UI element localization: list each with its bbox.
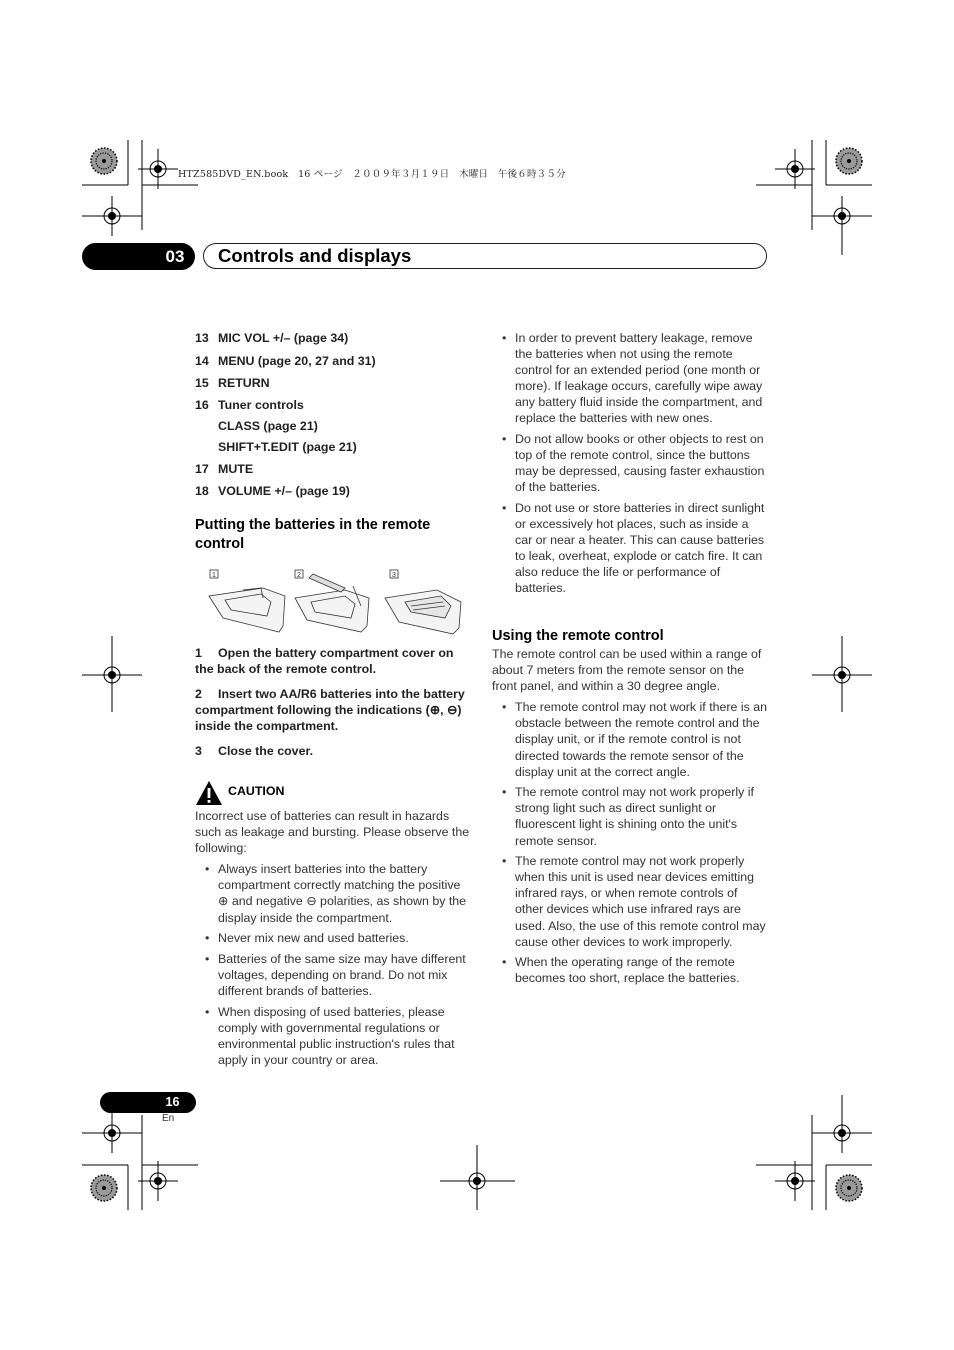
- remote-subitem: SHIFT+T.EDIT (page 21): [218, 439, 357, 454]
- remote-control-diagram: [205, 566, 470, 638]
- caution-list: [195, 861, 473, 1068]
- print-header: HTZ585DVD_EN.book 16 ページ ２００９年３月１９日 木曜日 午後６時３５分: [178, 169, 566, 180]
- step: 1 Open the battery compartment cover on the back of the remote control.: [195, 646, 454, 677]
- page-number: 16: [165, 1095, 180, 1109]
- figure-label: 3: [392, 572, 396, 579]
- figure-label: 1: [212, 572, 216, 579]
- list-item: • The remote control may not work properly if strong light such as direct sunlight or fluorescent light is shining onto the unit's remote sensor.: [492, 784, 768, 848]
- remote-item: 18 VOLUME +/– (page 19): [195, 484, 350, 498]
- using-remote-list: [492, 699, 768, 986]
- chapter-number: 03: [165, 247, 185, 266]
- caution-block: [195, 808, 473, 1072]
- step: 3 Close the cover.: [195, 744, 314, 759]
- list-item: • Batteries of the same size may have different voltages, depending on brand. Do not mix different brands of batteries.: [195, 951, 473, 999]
- batteries-section: [195, 516, 473, 554]
- figure-label: 2: [297, 572, 301, 579]
- battery-illustration: [205, 566, 470, 638]
- remote-subitem: CLASS (page 21): [218, 418, 318, 433]
- using-remote-section: [492, 627, 768, 991]
- step: 2 Insert two AA/R6 batteries into the battery compartment following the indications (⊕, ⊖) inside the compartment.: [195, 687, 465, 734]
- warning-icon: [195, 780, 223, 806]
- list-item: • Always insert batteries into the battery compartment correctly matching the positive ⊕ and negative ⊖ polarities, as shown by the display inside the compartment.: [195, 861, 473, 925]
- remote-item: 14 MENU (page 20, 27 and 31): [195, 353, 376, 368]
- list-item: • Do not use or store batteries in direct sunlight or excessively hot places, such as inside a car or near a heater. This can cause batteries to leak, overheat, explode or catch fire. It can also reduce the life or performance of batteries.: [492, 500, 768, 597]
- using-remote-intro: The remote control can be used within a range of about 7 meters from the remote sensor on the front panel, and within a 30 degree angle.: [492, 647, 762, 694]
- section-heading: Using the remote control: [492, 628, 664, 644]
- list-item: • In order to prevent battery leakage, remove the batteries when not using the remote control for an extended period (one month or more). If leakage occurs, carefully wipe away any battery fluid inside the compartment, and replace the batteries with new ones.: [492, 330, 768, 427]
- remote-item: 16 Tuner controls: [195, 397, 304, 412]
- remote-item-list: [195, 330, 473, 499]
- chapter-title: Controls and displays: [218, 245, 412, 266]
- list-item: • Never mix new and used batteries.: [195, 930, 473, 946]
- list-item: • The remote control may not work properly when this unit is used near devices emitting infrared rays, or when remote controls of other devices which use infrared rays are used. Also, the use of this remote control may cause other devices to work improperly.: [492, 853, 768, 950]
- list-item: • Do not allow books or other objects to rest on top of the remote control, since the buttons may be depressed, causing faster exhaustion of the batteries.: [492, 431, 768, 495]
- remote-item: 17 MUTE: [195, 462, 254, 476]
- caution-intro: Incorrect use of batteries can result in hazards such as leakage and bursting. Please observe the following:: [195, 809, 470, 856]
- caution-label: CAUTION: [228, 784, 285, 798]
- list-item: • The remote control may not work if there is an obstacle between the remote control and the display unit, or if the remote control is not directed towards the remote sensor of the display unit at the correct angle.: [492, 699, 768, 779]
- list-item: • When disposing of used batteries, please comply with governmental regulations or environmental public instruction's rules that apply in your country or area.: [195, 1004, 473, 1068]
- battery-precautions-list: [492, 330, 768, 597]
- section-heading: Putting the batteries in the remote control: [195, 517, 431, 552]
- right-column-top: [492, 330, 768, 601]
- battery-steps: [195, 645, 473, 760]
- remote-item: 15 RETURN: [195, 375, 270, 390]
- page-language: En: [162, 1113, 175, 1124]
- list-item: • When the operating range of the remote becomes too short, replace the batteries.: [492, 954, 768, 986]
- remote-item: 13 MIC VOL +/– (page 34): [195, 331, 349, 345]
